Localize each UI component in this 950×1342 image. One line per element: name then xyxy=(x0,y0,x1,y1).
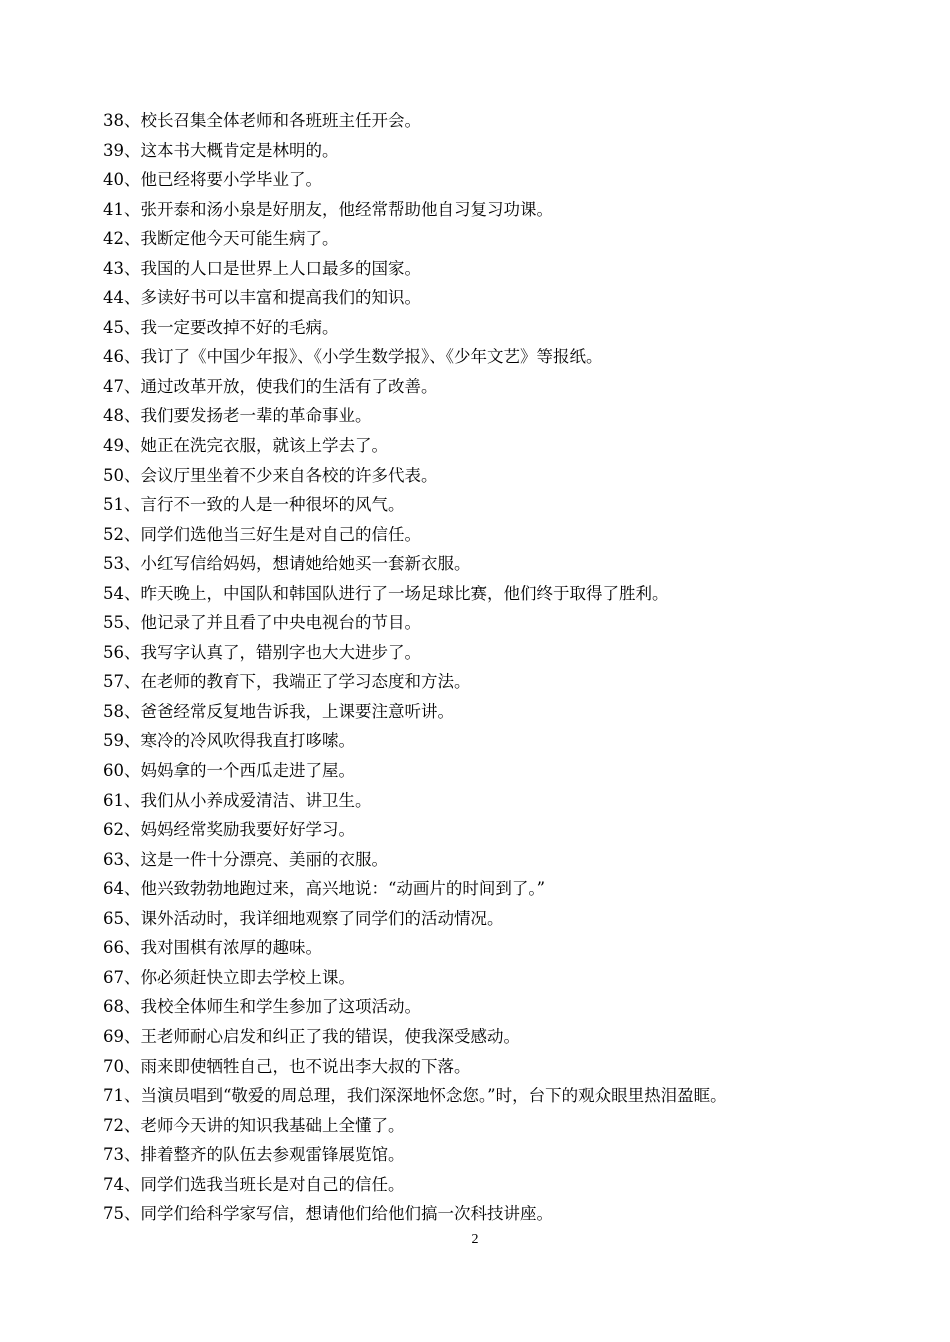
list-item: 67、你必须赶快立即去学校上课。 xyxy=(103,967,355,987)
list-item: 46、我订了《中国少年报》、《小学生数学报》、《少年文艺》等报纸。 xyxy=(103,347,603,367)
list-item: 43、我国的人口是世界上人口最多的国家。 xyxy=(103,258,421,278)
list-item: 58、爸爸经常反复地告诉我，上课要注意听讲。 xyxy=(103,701,454,721)
list-item: 66、我对围棋有浓厚的趣味。 xyxy=(103,938,322,958)
list-item: 44、多读好书可以丰富和提高我们的知识。 xyxy=(103,288,421,308)
list-item: 72、老师今天讲的知识我基础上全懂了。 xyxy=(103,1115,405,1135)
list-item: 75、同学们给科学家写信，想请他们给他们搞一次科技讲座。 xyxy=(103,1204,553,1224)
list-item: 50、会议厅里坐着不少来自各校的许多代表。 xyxy=(103,465,438,485)
list-item: 40、他已经将要小学毕业了。 xyxy=(103,170,322,190)
list-item: 51、言行不一致的人是一种很坏的风气。 xyxy=(103,495,405,515)
list-item: 71、当演员唱到“敬爱的周总理，我们深深地怀念您。”时，台下的观众眼里热泪盈眶。 xyxy=(103,1086,727,1106)
list-item: 61、我们从小养成爱清洁、讲卫生。 xyxy=(103,790,372,810)
list-item: 70、雨来即使牺牲自己，也不说出李大叔的下落。 xyxy=(103,1056,471,1076)
list-item: 64、他兴致勃勃地跑过来，高兴地说：“动画片的时间到了。” xyxy=(103,879,546,899)
list-item: 74、同学们选我当班长是对自己的信任。 xyxy=(103,1174,405,1194)
list-item: 49、她正在洗完衣服，就该上学去了。 xyxy=(103,436,388,456)
list-item: 60、妈妈拿的一个西瓜走进了屋。 xyxy=(103,761,355,781)
list-item: 68、我校全体师生和学生参加了这项活动。 xyxy=(103,997,421,1017)
list-item: 56、我写字认真了，错别字也大大进步了。 xyxy=(103,642,421,662)
list-item: 38、校长召集全体老师和各班班主任开会。 xyxy=(103,111,421,130)
list-item: 62、妈妈经常奖励我要好好学习。 xyxy=(103,820,355,840)
list-item: 42、我断定他今天可能生病了。 xyxy=(103,229,339,249)
list-item: 41、张开泰和汤小泉是好朋友，他经常帮助他自习复习功课。 xyxy=(103,199,553,219)
list-item: 59、寒冷的冷风吹得我直打哆嗦。 xyxy=(103,731,355,751)
list-item: 63、这是一件十分漂亮、美丽的衣服。 xyxy=(103,849,388,869)
list-item: 65、课外活动时，我详细地观察了同学们的活动情况。 xyxy=(103,908,504,928)
list-item: 73、排着整齐的队伍去参观雷锋展览馆。 xyxy=(103,1145,405,1165)
list-item: 45、我一定要改掉不好的毛病。 xyxy=(103,317,339,337)
list-item: 69、王老师耐心启发和纠正了我的错误，使我深受感动。 xyxy=(103,1026,520,1046)
list-item: 47、通过改革开放，使我们的生活有了改善。 xyxy=(103,376,438,396)
list-item: 54、昨天晚上，中国队和韩国队进行了一场足球比赛，他们终于取得了胜利。 xyxy=(103,583,669,603)
list-item: 53、小红写信给妈妈，想请她给她买一套新衣服。 xyxy=(103,554,471,574)
sentence-list xyxy=(103,106,923,1229)
list-item: 55、他记录了并且看了中央电视台的节目。 xyxy=(103,613,421,633)
list-item: 52、同学们选他当三好生是对自己的信任。 xyxy=(103,524,421,544)
list-item: 57、在老师的教育下，我端正了学习态度和方法。 xyxy=(103,672,471,692)
list-item: 48、我们要发扬老一辈的革命事业。 xyxy=(103,406,372,426)
page-number: 2 xyxy=(471,1232,479,1247)
list-item: 39、这本书大概肯定是林明的。 xyxy=(103,140,339,160)
